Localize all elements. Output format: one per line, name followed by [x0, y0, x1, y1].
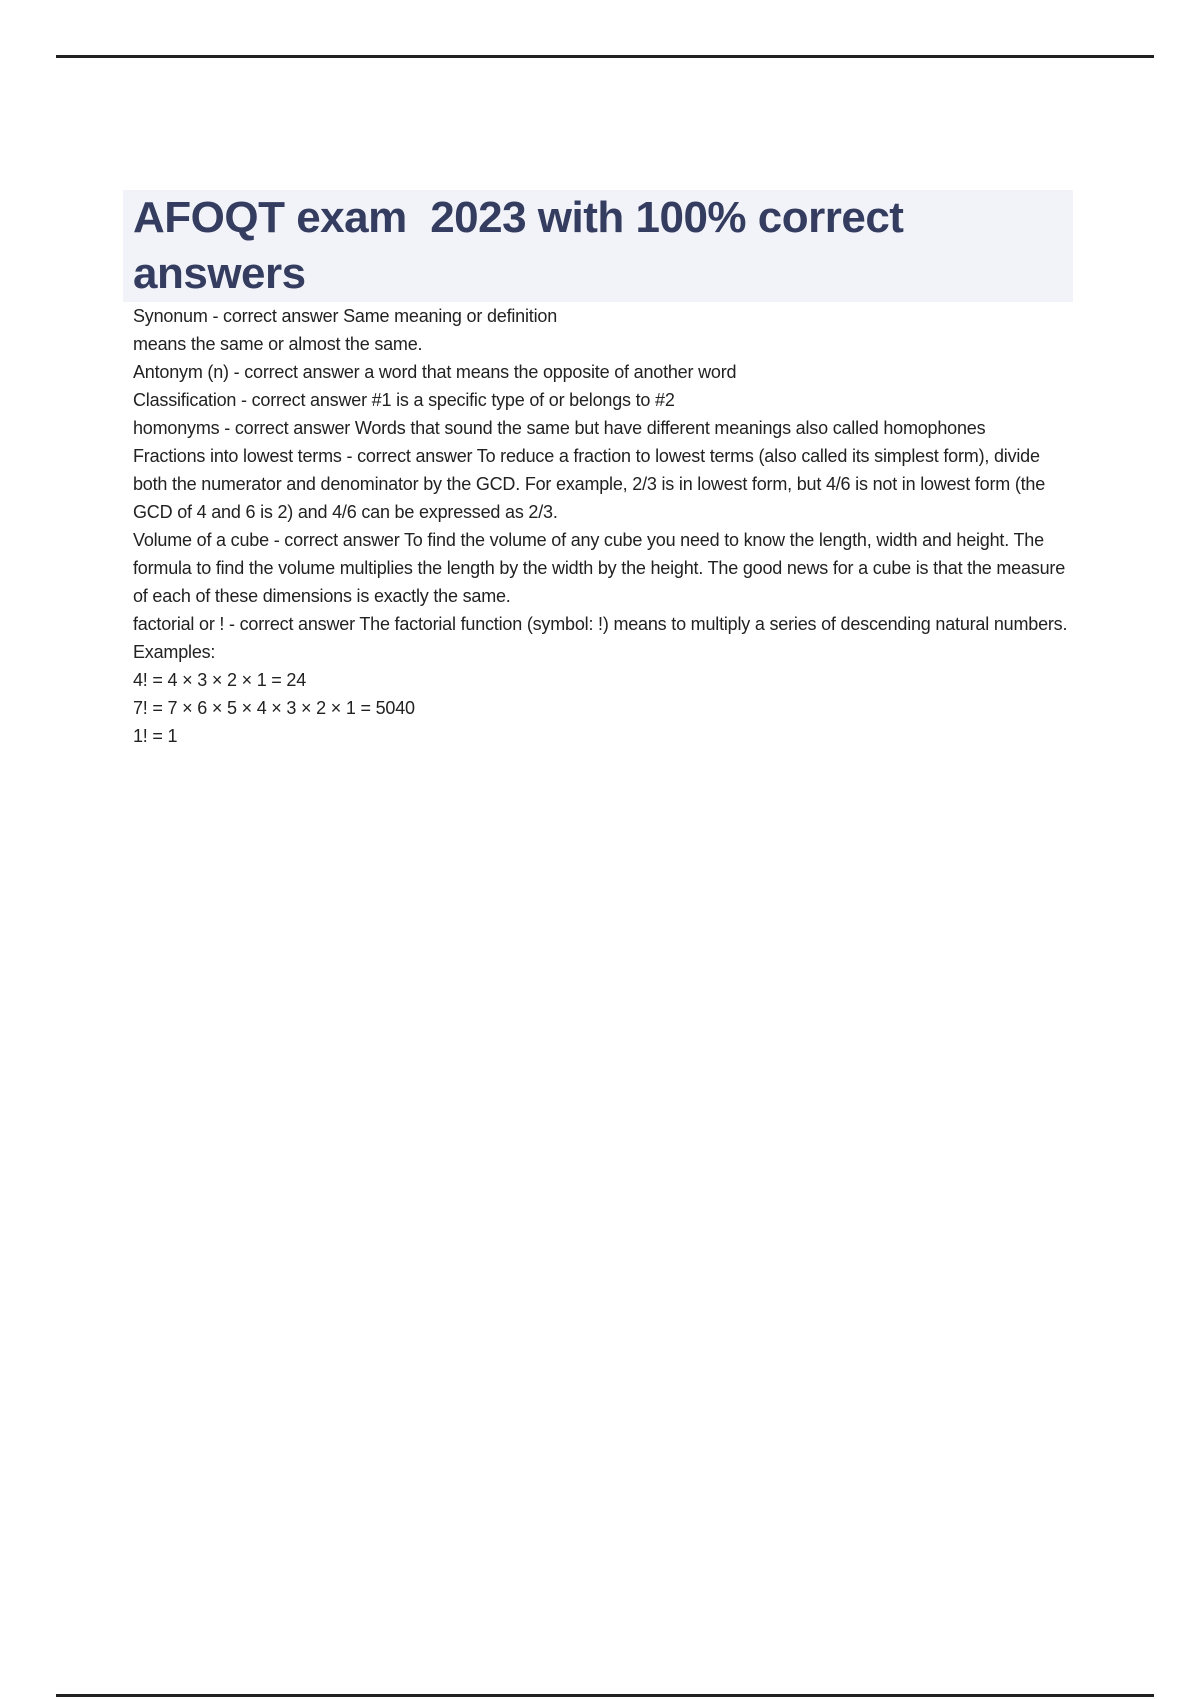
factorial-example: 7! = 7 × 6 × 5 × 4 × 3 × 2 × 1 = 5040 [133, 698, 415, 718]
title-highlight [123, 190, 1073, 302]
qa-paragraph: Fractions into lowest terms - correct answer To reduce a fraction to lowest terms (also called its simplest form), divide both the numerator and denominator by the GCD. For example, 2/3 is in lowest form, but 4/6 is not in lowest form (the GCD of 4 and 6 is 2) and 4/6 can be expressed as 2/3. [133, 446, 1046, 522]
qa-paragraph: Classification - correct answer #1 is a specific type of or belongs to #2 [133, 390, 675, 410]
qa-paragraph: homonyms - correct answer Words that sound the same but have different meanings also called homophones [133, 418, 986, 438]
factorial-example: 1! = 1 [133, 726, 178, 746]
qa-paragraph: factorial or ! - correct answer The factorial function (symbol: !) means to multiply a series of descending natural numbers. Examples: [133, 614, 1068, 662]
qa-paragraph: Antonym (n) - correct answer a word that means the opposite of another word [133, 362, 737, 382]
factorial-example: 4! = 4 × 3 × 2 × 1 = 24 [133, 670, 307, 690]
qa-paragraph: Volume of a cube - correct answer To find the volume of any cube you need to know the length, width and height. The formula to find the volume multiplies the length by the width by the height. The good news for a cube is that the measure of each of these dimensions is exactly the same. [133, 530, 1066, 606]
bottom-divider [56, 1694, 1154, 1697]
page-title: AFOQT exam 2023 with 100% correct answers [133, 193, 916, 298]
qa-paragraph: Synonum - correct answer Same meaning or definition [133, 306, 558, 326]
top-divider [56, 55, 1154, 58]
document-body [133, 302, 1073, 750]
qa-paragraph: means the same or almost the same. [133, 334, 423, 354]
